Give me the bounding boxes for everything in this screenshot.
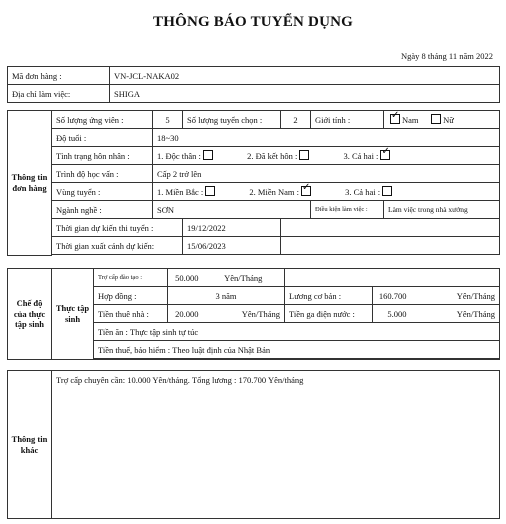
exam-date-label: Thời gian dự kiến thi tuyển : <box>52 219 183 237</box>
region-label: Vùng tuyển : <box>52 183 153 201</box>
applicants-label: Số lượng ứng viên : <box>52 111 153 129</box>
female-label: Nữ <box>443 115 454 125</box>
section-other-info-title: Thông tin khác <box>8 371 52 519</box>
address-row <box>8 85 500 103</box>
other-info-text: Trợ cấp chuyên cần: 10.000 Yên/tháng. Tổng lương : 170.700 Yên/tháng <box>52 371 500 519</box>
region-both-checkbox[interactable] <box>382 186 392 196</box>
section-benefits-title: Chế độ của thực tập sinh <box>8 269 52 360</box>
order-row <box>8 67 500 85</box>
departure-date-empty <box>281 237 500 255</box>
age-label: Độ tuổi : <box>52 129 153 147</box>
gender-label: Giới tính : <box>311 111 384 129</box>
training-allowance-label: Trợ cấp đào tạo : <box>94 269 168 287</box>
male-label: Nam <box>402 115 419 125</box>
age-value: 18~30 <box>153 129 500 147</box>
rent-value: 20.000 <box>168 305 203 323</box>
region-both-label: 3. Cả hai : <box>345 187 381 197</box>
page-title: THÔNG BÁO TUYỂN DỤNG <box>153 14 353 30</box>
section-order-info-title: Thông tin đơn hàng <box>8 111 52 256</box>
marital-single-checkbox[interactable] <box>203 150 213 160</box>
marital-both-label: 3. Cả hai : <box>343 151 379 161</box>
order-label: Mã đơn hàng : <box>8 67 110 85</box>
male-checkbox[interactable] <box>390 114 400 124</box>
food-note: Tiền ăn : Thực tập sinh tự túc <box>94 323 500 341</box>
marital-married-label: 2. Đã kết hôn : <box>247 151 298 161</box>
marital-label: Tình trạng hôn nhân : <box>52 147 153 165</box>
education-value: Cấp 2 trở lên <box>153 165 500 183</box>
address-label: Địa chỉ làm việc: <box>8 85 110 103</box>
salary-unit: Yên/Tháng <box>411 287 500 305</box>
contract-label: Hợp đồng : <box>94 287 168 305</box>
utility-value: 5.000 <box>373 305 411 323</box>
job-value: SƠN <box>153 201 311 219</box>
marital-both-checkbox[interactable] <box>380 150 390 160</box>
training-allowance-unit: Yên/Tháng <box>203 269 285 287</box>
region-options <box>153 183 500 201</box>
marital-single-label: 1. Độc thân : <box>157 151 201 161</box>
applicants-value: 5 <box>153 111 183 129</box>
order-value: VN-JCL-NAKA02 <box>110 67 500 85</box>
tax-note: Tiền thuế, bảo hiểm : Theo luật định của Nhật Bản <box>94 341 500 359</box>
marital-options <box>153 147 500 165</box>
address-value: SHIGA <box>110 85 500 103</box>
section-trainee-title: Thực tập sinh <box>52 269 94 360</box>
condition-label: Điều kiện làm việc : <box>311 201 384 219</box>
education-label: Trình độ học vấn : <box>52 165 153 183</box>
utility-unit: Yên/Tháng <box>411 305 500 323</box>
salary-label: Lương cơ bản : <box>285 287 373 305</box>
selected-value: 2 <box>281 111 311 129</box>
exam-date-value: 19/12/2022 <box>183 219 281 237</box>
utility-label: Tiền ga điện nước : <box>285 305 373 323</box>
job-label: Ngành nghề : <box>52 201 153 219</box>
gender-options <box>384 111 500 129</box>
condition-value: Làm việc trong nhà xưởng <box>384 201 500 219</box>
document-date: Ngày 8 tháng 11 năm 2022 <box>401 51 493 61</box>
training-allowance-value: 50.000 <box>168 269 203 287</box>
training-allowance-empty <box>285 269 500 287</box>
region-north-label: 1. Miền Bắc : <box>157 187 204 197</box>
departure-date-value: 15/06/2023 <box>183 237 281 255</box>
region-south-label: 2. Miền Nam : <box>249 187 299 197</box>
salary-value: 160.700 <box>373 287 411 305</box>
contract-value: 3 năm <box>168 287 285 305</box>
departure-date-label: Thời gian xuất cảnh dự kiến: <box>52 237 183 255</box>
marital-married-checkbox[interactable] <box>299 150 309 160</box>
region-south-checkbox[interactable] <box>301 186 311 196</box>
exam-date-empty <box>281 219 500 237</box>
rent-label: Tiền thuê nhà : <box>94 305 168 323</box>
rent-unit: Yên/Tháng <box>203 305 285 323</box>
region-north-checkbox[interactable] <box>205 186 215 196</box>
benefits-spacer <box>94 359 500 360</box>
selected-label: Số lượng tuyển chọn : <box>183 111 281 129</box>
female-checkbox[interactable] <box>431 114 441 124</box>
